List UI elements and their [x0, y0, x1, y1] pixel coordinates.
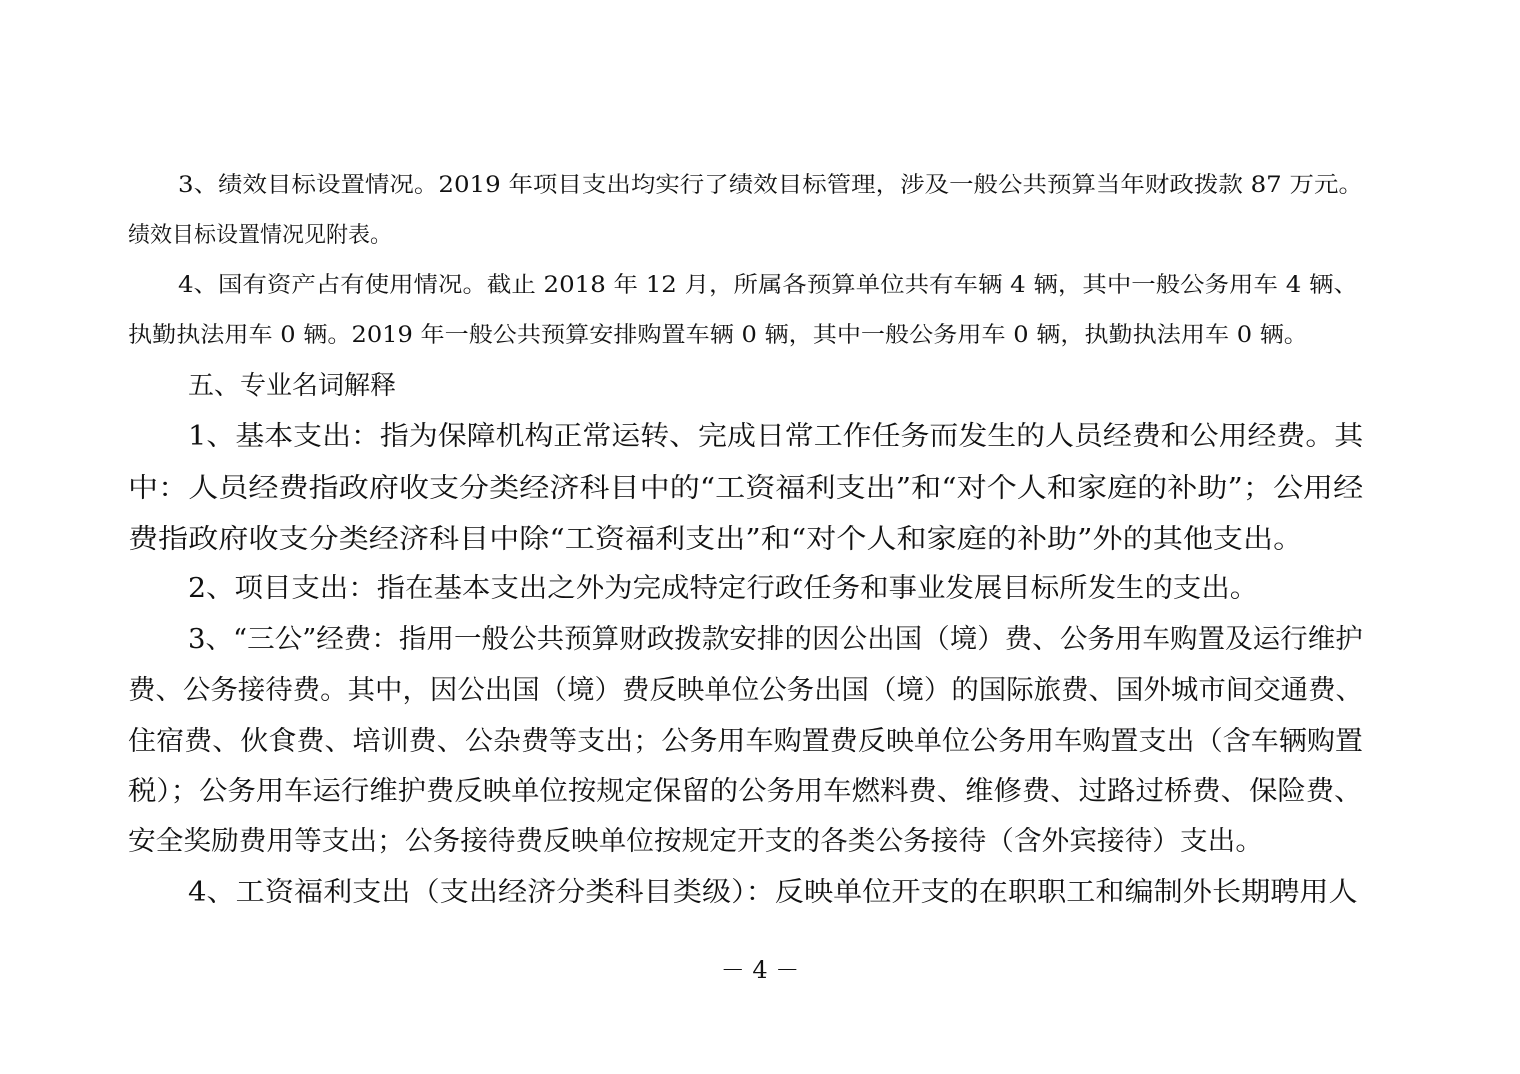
- paragraph-line: 安全奖励费用等支出；公务接待费反映单位按规定开支的各类公务接待（含外宾接待）支出。: [128, 826, 1263, 857]
- paragraph-line: 费、公务接待费。其中，因公出国（境）费反映单位公务出国（境）的国际旅费、国外城市间交通费、: [128, 675, 1363, 706]
- paragraph-line: 3、绩效目标设置情况。2019 年项目支出均实行了绩效目标管理，涉及一般公共预算当年财政拨款 87 万元。: [178, 173, 1363, 198]
- paragraph-line: 绩效目标设置情况见附表。: [128, 223, 393, 248]
- paragraph-line: 4、国有资产占有使用情况。截止 2018 年 12 月，所属各预算单位共有车辆 4 辆，其中一般公务用车 4 辆、: [178, 273, 1358, 298]
- paragraph-line: 3、“三公”经费：指用一般公共预算财政拨款安排的因公出国（境）费、公务用车购置及运行维护: [188, 624, 1363, 655]
- paragraph-line: 费指政府收支分类经济科目中除“工资福利支出”和“对个人和家庭的补助”外的其他支出。: [128, 524, 1304, 555]
- paragraph-line: 税）；公务用车运行维护费反映单位按规定保留的公务用车燃料费、维修费、过路过桥费、保险费、: [128, 776, 1363, 807]
- paragraph-line: 2、项目支出：指在基本支出之外为完成特定行政任务和事业发展目标所发生的支出。: [188, 573, 1259, 604]
- paragraph-line: 中：人员经费指政府收支分类经济科目中的“工资福利支出”和“对个人和家庭的补助”；公用经: [128, 473, 1364, 504]
- paragraph-line: 执勤执法用车 0 辆。2019 年一般公共预算安排购置车辆 0 辆，其中一般公务用车 0 辆，执勤执法用车 0 辆。: [128, 323, 1308, 348]
- paragraph-line: 住宿费、伙食费、培训费、公杂费等支出；公务用车购置费反映单位公务用车购置支出（含车辆购置: [128, 726, 1364, 757]
- page-number: － 4 －: [720, 956, 800, 984]
- paragraph-line: 1、基本支出：指为保障机构正常运转、完成日常工作任务而发生的人员经费和公用经费。其: [188, 421, 1364, 452]
- section-heading: 五、专业名词解释: [188, 371, 397, 401]
- paragraph-line: 4、工资福利支出（支出经济分类科目类级）：反映单位开支的在职职工和编制外长期聘用人: [188, 877, 1358, 908]
